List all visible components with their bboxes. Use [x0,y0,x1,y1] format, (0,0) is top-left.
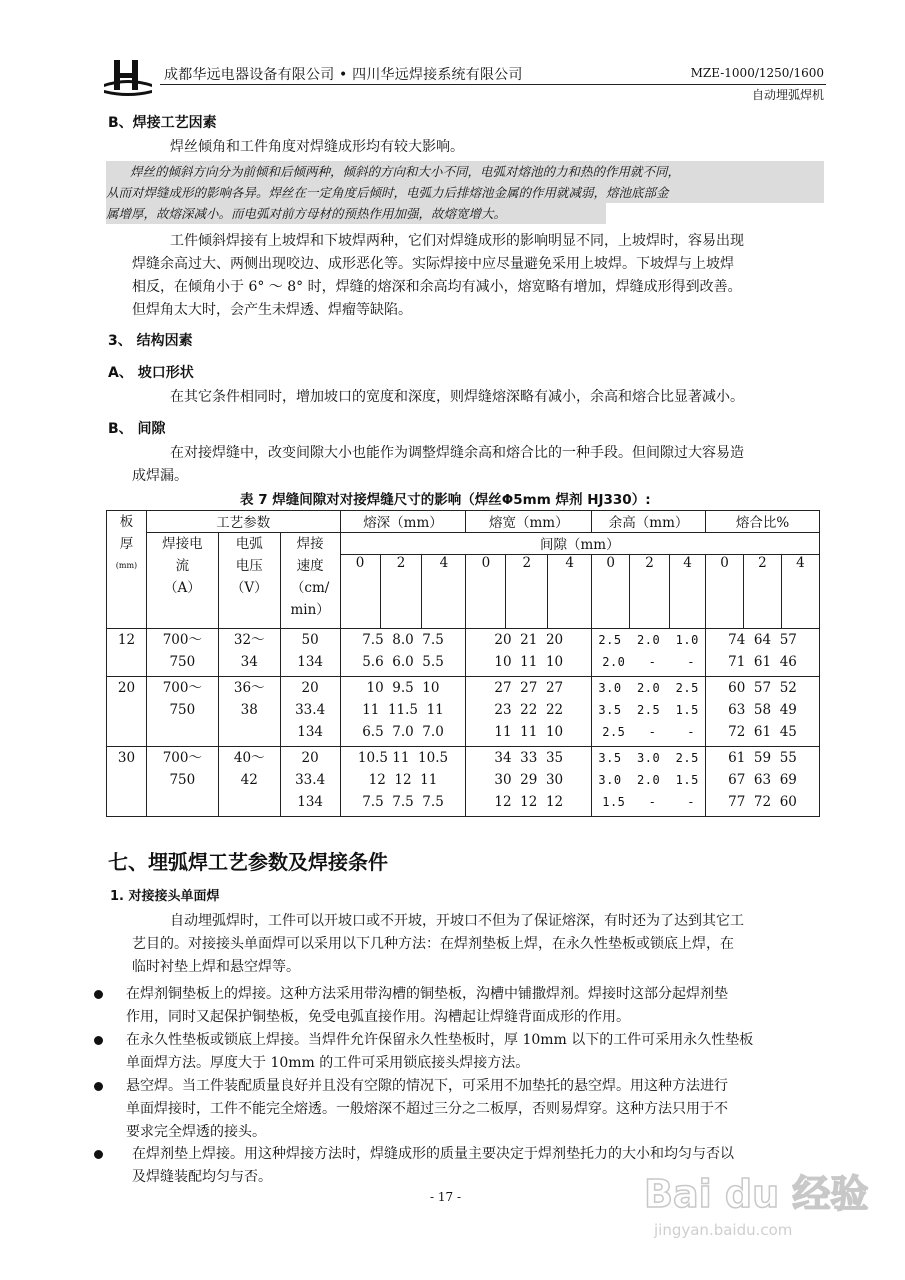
section-7-intro-3: 临时衬垫上焊和悬空焊等。 [132,959,300,975]
page-number: - 17 - [430,1190,462,1204]
highlight-line-1: 焊丝的倾斜方向分为前倾和后倾两种，倾斜的方向和大小不同，电弧对熔池的力和热的作用就不同， [106,161,824,182]
gap-value: 2 [380,555,422,629]
baidu-watermark [640,1165,869,1245]
gap-value: 0 [466,555,506,629]
gap-value: 4 [548,555,592,629]
speed-header: 焊接 速度 （cm/ min） [280,533,340,629]
table-row: 20 700～ 750 36～ 38 20 33.4 134 10 9.5 10 11 11.5 11 6.5 7.0 7.0 27 27 27 23 22 22 11 11 10 3.0 2.0 2.5 3.5 2.5 1.5 2.5 - - 60 57 52 63 58 49 72 61 45 [107,677,820,747]
highlight-line-2: 从而对焊缝成形的影响各异。焊丝在一定角度后倾时，电弧力后排熔池金属的作用就减弱，熔池底部金 [106,182,824,203]
model-number: MZE-1000/1250/1600 [690,66,824,80]
section-7-intro-2: 艺目的。对接接头单面焊可以采用以下几种方法：在焊剂垫板上焊，在永久性垫板或锁底上焊，在 [132,936,734,952]
gap-value: 4 [781,555,819,629]
gap-value: 0 [592,555,630,629]
gap-header: 间隙（mm） [340,533,819,555]
weld-gap-table [106,510,820,817]
current-header: 焊接电 流 （A） [146,533,218,629]
gap-value: 4 [422,555,466,629]
bullet-icon [94,1036,103,1045]
bullet-3-line-3: 要求完全焊透的接头。 [126,1124,266,1140]
table-row: 30 700～ 750 40～ 42 20 33.4 134 10.5 11 10.5 12 12 11 7.5 7.5 7.5 34 33 35 30 29 30 12 12 12 3.5 3.0 2.5 3.0 2.0 1.5 1.5 - - 61 59 55 67 63 69 77 72 60 [107,747,820,817]
gap-value: 0 [340,555,380,629]
section-3b-text-2: 成焊漏。 [132,468,188,484]
table-caption: 表 7 焊缝间隙对对接焊缝尺寸的影响（焊丝Φ5mm 焊剂 HJ330）: [240,492,651,508]
section-3a-title: A、 坡口形状 [108,365,194,381]
section-7-sub1: 1. 对接接头单面焊 [110,889,220,904]
header-divider [160,84,826,85]
watermark-url: jingyan.baidu.com [654,1221,793,1239]
bullet-3-line-2: 单面焊接时，工件不能完全熔透。一般熔深不超过三分之二板厚，否则易焊穿。这种方法只用于不 [126,1101,728,1117]
fusion-header: 熔合比% [706,511,820,533]
bullet-2-line-2: 单面焊方法。厚度大于 10mm 的工件可采用锁底接头焊接方法。 [126,1055,530,1071]
highlight-line-3: 属增厚，故熔深减小。而电弧对前方母材的预热作用加强，故熔宽增大。 [106,203,606,224]
gap-value: 2 [630,555,670,629]
bullet-icon [94,1082,103,1091]
para-line-1: 工件倾斜焊接有上坡焊和下坡焊两种，它们对焊缝成形的影响明显不同，上坡焊时，容易出现 [170,233,744,249]
gap-value: 4 [670,555,706,629]
section-b-title: B、焊接工艺因素 [108,115,217,131]
bullet-1-line-1: 在焊剂铜垫板上的焊接。这种方法采用带沟槽的铜垫板，沟槽中铺撒焊剂。焊接时这部分起焊剂垫 [126,986,728,1002]
company-name: 成都华远电器设备有限公司 • 四川华远焊接系统有限公司 [164,67,523,83]
section-3b-title: B、 间隙 [108,421,166,437]
bullet-2-line-1: 在永久性垫板或锁底上焊接。当焊件允许保留永久性垫板时，厚 10mm 以下的工件可采用永久性垫板 [126,1032,754,1048]
section-3b-text-1: 在对接焊缝中，改变间隙大小也能作为调整焊缝余高和熔合比的一种手段。但间隙过大容易造 [170,445,744,461]
voltage-header: 电弧 电压 （V） [218,533,280,629]
gap-value: 0 [706,555,744,629]
para-line-3: 相反，在倾角小于 6° ～ 8° 时，焊缝的熔深和余高均有减小，熔宽略有增加，焊缝成形得到改善。 [132,279,742,295]
gap-value: 2 [506,555,548,629]
bullet-4-line-2: 及焊缝装配均匀与否。 [132,1169,272,1185]
plate-header: 板 厚 (mm) [107,511,147,629]
bullet-4-line-1: 在焊剂垫上焊接。用这种焊接方法时，焊缝成形的质量主要决定于焊剂垫托力的大小和均匀与否以 [132,1146,734,1162]
section-b-intro: 焊丝倾角和工件角度对焊缝成形均有较大影响。 [170,139,464,155]
depth-header: 熔深（mm） [340,511,466,533]
bullet-3-line-1: 悬空焊。当工件装配质量良好并且没有空隙的情况下，可采用不加垫托的悬空焊。用这种方法进行 [126,1078,728,1094]
section-3a-text: 在其它条件相同时，增加坡口的宽度和深度，则焊缝熔深略有减小，余高和熔合比显著减小。 [170,389,744,405]
bullet-icon [94,990,103,999]
para-line-2: 焊缝余高过大、两侧出现咬边、成形恶化等。实际焊接中应尽量避免采用上坡焊。下坡焊与上坡焊 [132,256,734,272]
section-7-intro-1: 自动埋弧焊时，工件可以开坡口或不开坡，开坡口不但为了保证熔深，有时还为了达到其它工 [170,913,744,929]
table-row: 12 700～ 750 32～ 34 50 134 7.5 8.0 7.5 5.6 6.0 5.5 20 21 20 10 11 10 2.5 2.0 1.0 2.0 - - 74 64 57 71 61 46 [107,629,820,677]
section-3-title: 3、 结构因素 [108,333,193,349]
watermark-brand: Bai du 经验 [644,1172,869,1216]
bullet-1-line-2: 作用，同时又起保护铜垫板，免受电弧直接作用。沟槽起让焊缝背面成形的作用。 [126,1009,630,1025]
company-logo-icon [100,56,156,96]
process-header: 工艺参数 [146,511,340,533]
para-line-4: 但焊角太大时，会产生未焊透、焊瘤等缺陷。 [132,302,412,318]
section-7-title: 七、埋弧焊工艺参数及焊接条件 [108,850,388,874]
reinforcement-header: 余高（mm） [592,511,706,533]
gap-value: 2 [743,555,781,629]
machine-name: 自动埋弧焊机 [751,88,824,102]
page-header [100,56,826,106]
bullet-icon [94,1150,103,1159]
width-header: 熔宽（mm） [466,511,592,533]
